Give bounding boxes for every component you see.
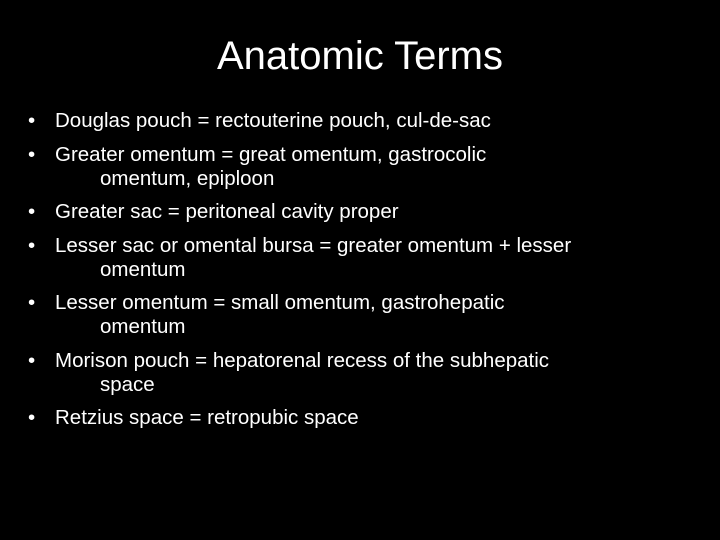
bullet-text: Douglas pouch = rectouterine pouch, cul-de-sac xyxy=(55,109,491,132)
bullet-marker: • xyxy=(28,406,36,429)
bullet-text: Retzius space = retropubic space xyxy=(55,406,359,429)
bullet-list xyxy=(28,106,698,437)
bullet-item-morison-pouch xyxy=(28,346,698,400)
bullet-marker: • xyxy=(28,142,36,166)
bullet-item-retzius-space xyxy=(28,403,698,433)
bullet-item-douglas-pouch xyxy=(28,106,698,136)
bullet-item-greater-sac xyxy=(28,197,698,227)
bullet-marker: • xyxy=(28,109,36,132)
slide-title: Anatomic Terms xyxy=(216,34,503,78)
bullet-marker: • xyxy=(28,200,36,223)
bullet-text-continuation: space xyxy=(100,372,155,396)
bullet-marker: • xyxy=(28,233,36,257)
bullet-text-continuation: omentum xyxy=(100,315,186,338)
bullet-text: Morison pouch = hepatorenal recess of the subhepatic xyxy=(55,348,550,372)
bullet-text: Lesser omentum = small omentum, gastrohepatic xyxy=(55,291,505,314)
bullet-text: Greater omentum = great omentum, gastrocolic xyxy=(55,142,487,166)
bullet-marker: • xyxy=(28,348,36,372)
bullet-text: Greater sac = peritoneal cavity proper xyxy=(55,200,399,223)
bullet-item-lesser-sac xyxy=(28,231,698,285)
bullet-item-lesser-omentum xyxy=(28,288,698,342)
bullet-text-continuation: omentum, epiploon xyxy=(100,166,275,190)
bullet-text: Lesser sac or omental bursa = greater omentum + lesser xyxy=(55,233,572,257)
bullet-text-continuation: omentum xyxy=(100,257,186,281)
bullet-item-greater-omentum xyxy=(28,140,698,194)
bullet-marker: • xyxy=(28,291,36,314)
